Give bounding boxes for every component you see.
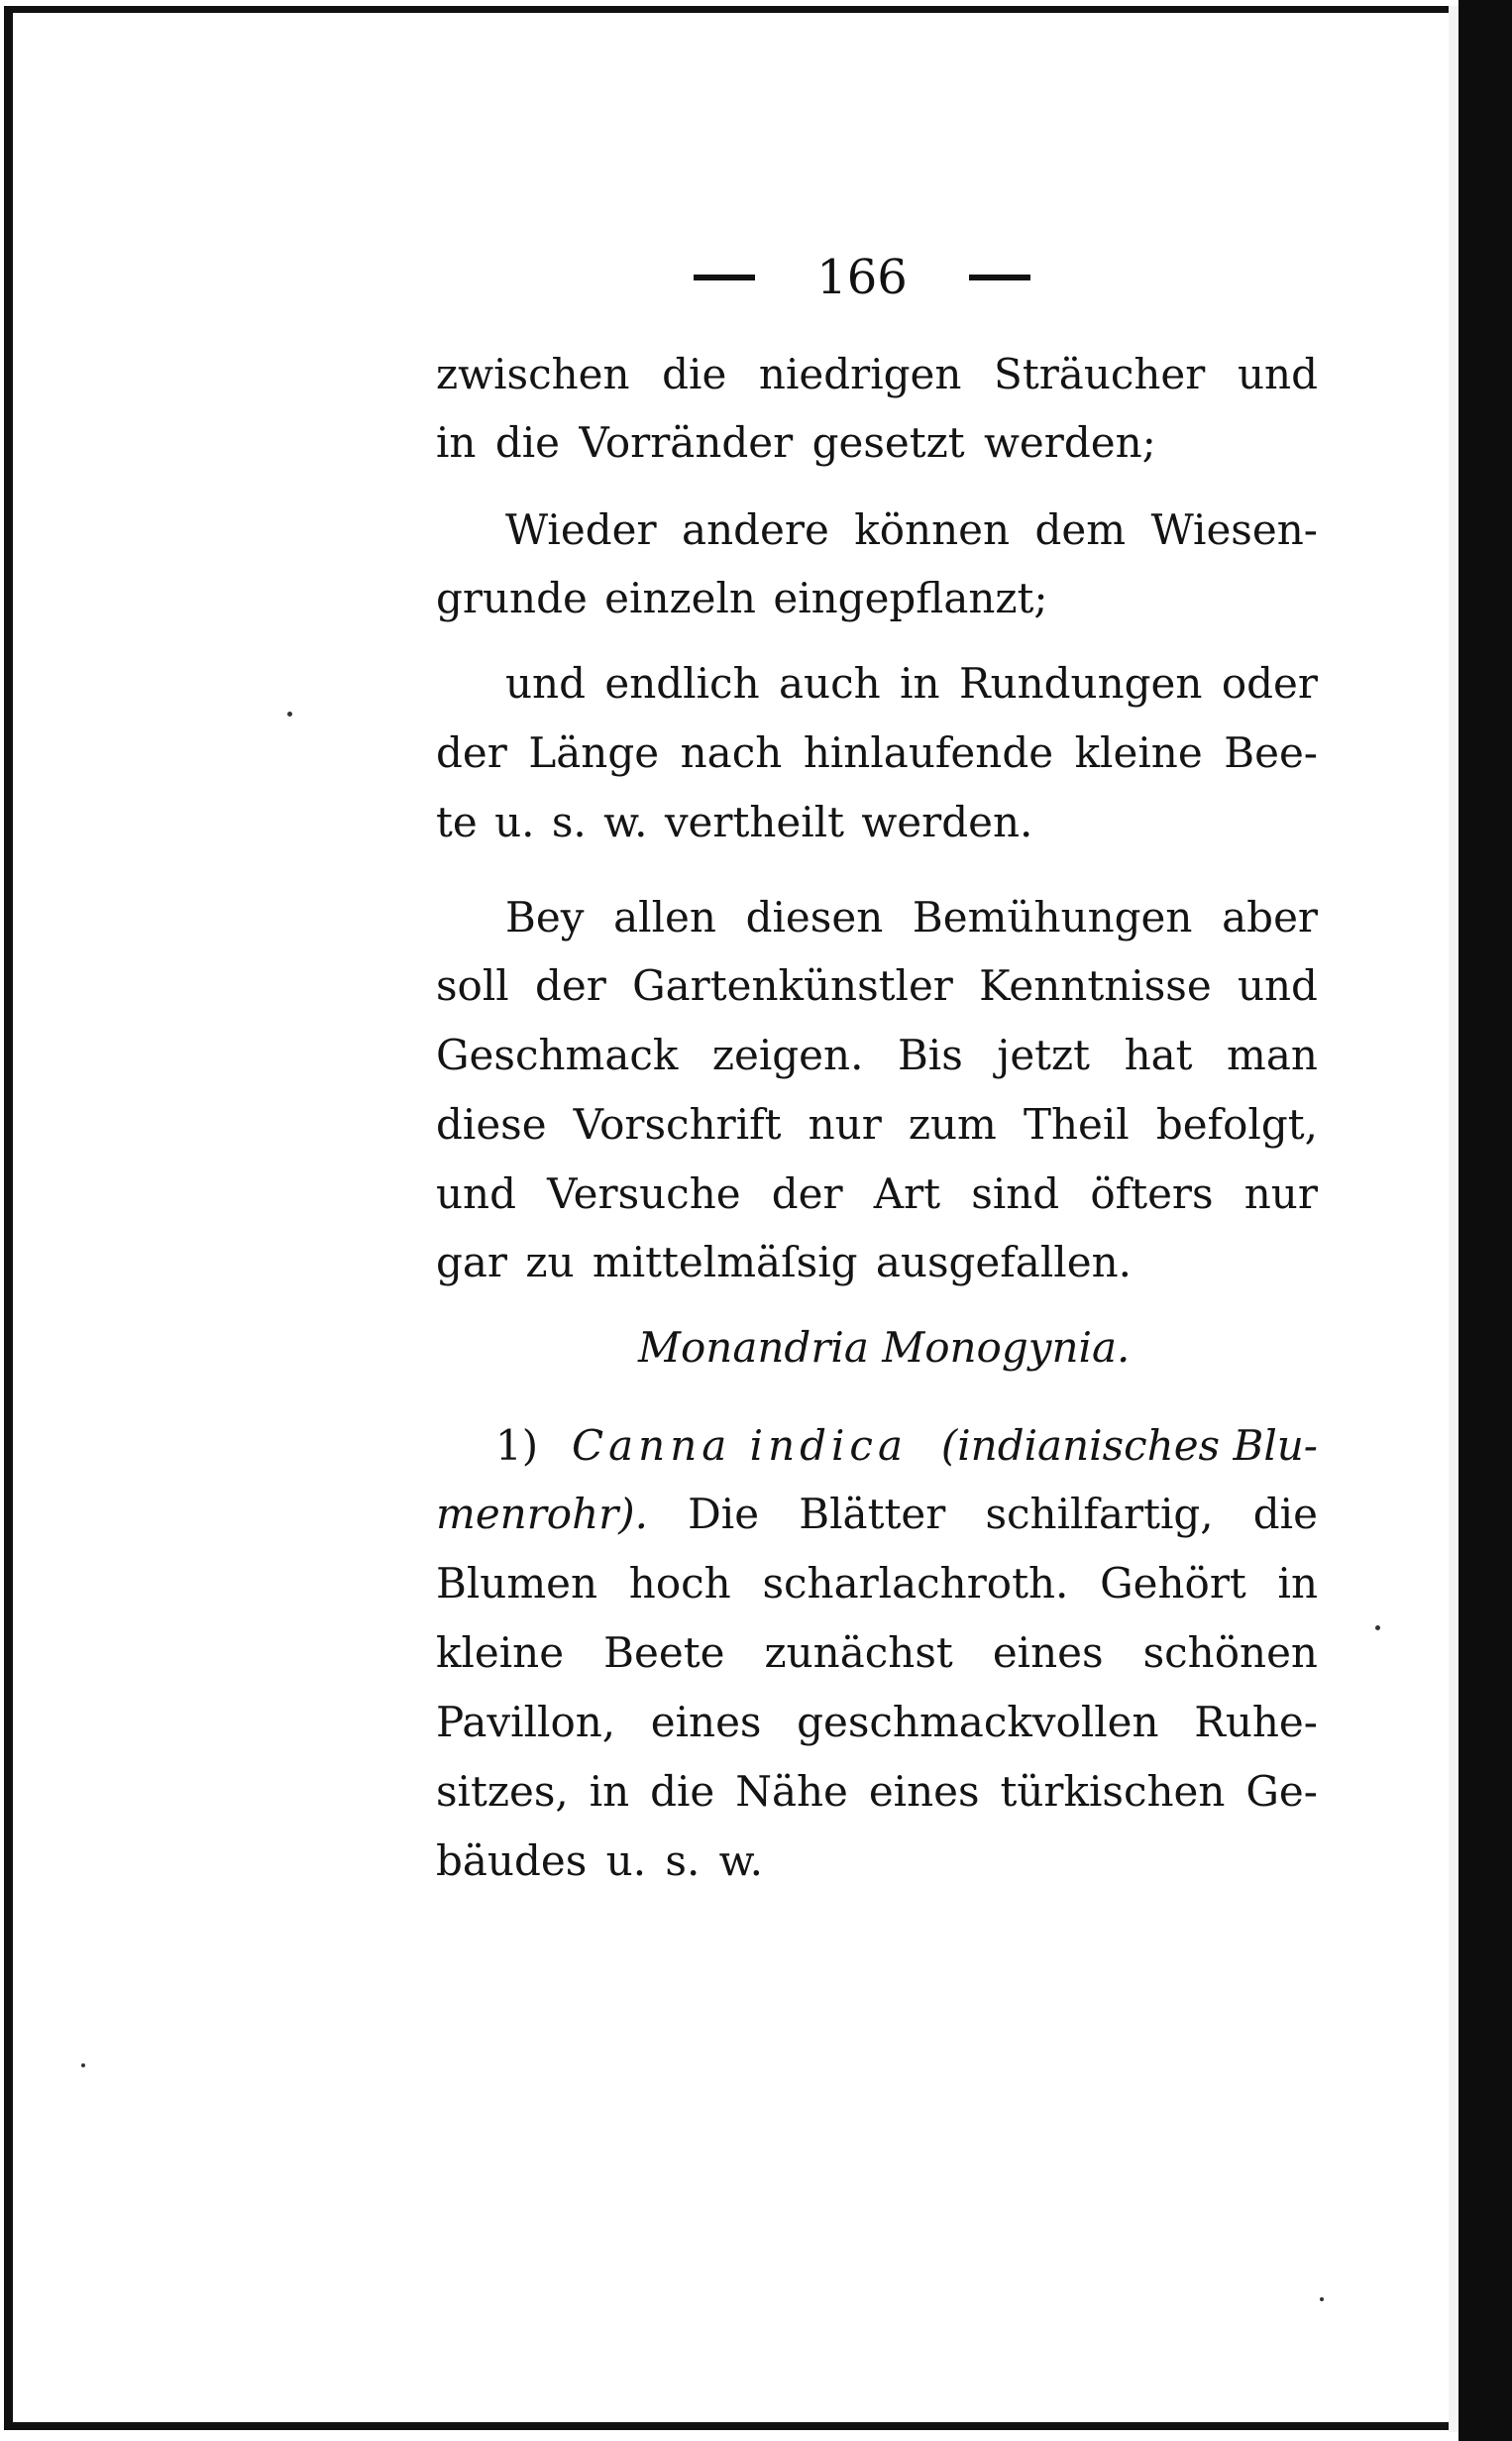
- word: gesetzt: [811, 418, 965, 467]
- word: in: [589, 1767, 630, 1816]
- word: dem: [1034, 505, 1127, 554]
- word: schilfartig,: [985, 1490, 1214, 1538]
- word: und: [1237, 350, 1318, 398]
- word: hoch: [628, 1559, 731, 1608]
- word: sind: [971, 1169, 1060, 1218]
- word: nur: [1243, 1169, 1318, 1218]
- page-edge: [1449, 6, 1458, 2432]
- word: Wieder: [505, 505, 657, 554]
- word: vertheilt: [664, 798, 844, 846]
- word: hinlaufende: [803, 728, 1054, 777]
- word: einzeln: [604, 574, 756, 622]
- text-line: [436, 793, 1318, 852]
- text-line: [436, 345, 1318, 404]
- word: eines: [650, 1698, 762, 1746]
- word: s.: [665, 1836, 701, 1885]
- word: Kenntnisse: [979, 961, 1212, 1010]
- word: Nähe: [735, 1767, 848, 1816]
- word: in: [1277, 1559, 1318, 1608]
- text-line: [436, 956, 1318, 1016]
- word: sitzes,: [436, 1767, 569, 1816]
- word: die: [494, 418, 561, 467]
- word: nur: [808, 1100, 882, 1149]
- text-line: [436, 1554, 1318, 1613]
- word: zwischen: [436, 350, 630, 398]
- word: Blätter: [799, 1490, 946, 1538]
- word: diese: [436, 1100, 547, 1149]
- word: Die: [688, 1490, 760, 1538]
- word: hat: [1124, 1031, 1193, 1079]
- word: Bee-: [1224, 728, 1318, 777]
- word: soll: [436, 961, 509, 1010]
- text-line: [436, 1693, 1318, 1752]
- word: geschmackvollen: [797, 1698, 1159, 1746]
- word: Art: [873, 1169, 941, 1218]
- common-name: (indianisches Blu-: [940, 1421, 1318, 1470]
- word: aber: [1222, 893, 1318, 942]
- scan-speck: [1320, 2297, 1324, 2301]
- word: Ruhe-: [1194, 1698, 1318, 1746]
- text-line: [436, 1485, 1318, 1544]
- dash-left: [694, 275, 755, 280]
- page-number-text: 166: [816, 250, 908, 305]
- text-line: [436, 1165, 1318, 1224]
- word: mittelmäſsig: [592, 1238, 858, 1286]
- word: ausgefallen.: [875, 1238, 1132, 1286]
- word: eines: [992, 1628, 1104, 1677]
- dash-right: [969, 275, 1030, 280]
- scan-speck: [1375, 1625, 1380, 1630]
- word: eingepflanzt;: [773, 574, 1048, 622]
- word: und: [505, 659, 586, 708]
- word: nach: [680, 728, 783, 777]
- word: oder: [1221, 659, 1318, 708]
- word: grunde: [436, 574, 588, 622]
- text-line: [436, 1095, 1318, 1155]
- word: Gehört: [1100, 1559, 1246, 1608]
- word: eines: [868, 1767, 980, 1816]
- word: Pavillon,: [436, 1698, 616, 1746]
- scan-edge-bar: [1458, 0, 1512, 2441]
- text-line: [505, 500, 1318, 560]
- common-name-continued: menrohr).: [436, 1490, 648, 1538]
- word: in: [436, 418, 477, 467]
- word: Theil: [1023, 1100, 1130, 1149]
- word: die: [662, 350, 727, 398]
- word: gar: [436, 1238, 508, 1286]
- word: andere: [682, 505, 829, 554]
- word: der: [534, 961, 606, 1010]
- word: zeigen.: [711, 1031, 864, 1079]
- word: können: [854, 505, 1011, 554]
- word: Gartenkünstler: [632, 961, 953, 1010]
- word: te: [436, 798, 478, 846]
- species-name: Canna indica: [571, 1421, 908, 1470]
- word: und: [436, 1169, 516, 1218]
- word: Versuche: [547, 1169, 741, 1218]
- word: die: [650, 1767, 715, 1816]
- word: auch: [779, 659, 881, 708]
- text-line: [436, 1831, 1318, 1891]
- word: allen: [613, 893, 716, 942]
- word: bäudes: [436, 1836, 588, 1885]
- text-line: [505, 888, 1318, 947]
- text-line: [436, 1623, 1318, 1683]
- text-line: [436, 1026, 1318, 1085]
- word: Ge-: [1245, 1767, 1318, 1816]
- word: Wiesen-: [1150, 505, 1318, 554]
- word: diesen: [745, 893, 884, 942]
- word: Länge: [528, 728, 660, 777]
- text-line: [436, 1762, 1318, 1822]
- word: u.: [605, 1836, 647, 1885]
- word: Blumen: [436, 1559, 598, 1608]
- word: niedrigen: [758, 350, 962, 398]
- word: scharlachroth.: [762, 1559, 1069, 1608]
- word: der: [436, 728, 507, 777]
- word: endlich: [604, 659, 760, 708]
- word: die: [1252, 1490, 1318, 1538]
- word: kleine: [436, 1628, 565, 1677]
- entry-number: 1): [495, 1421, 539, 1470]
- word: zunächst: [764, 1628, 953, 1677]
- word: Geschmack: [436, 1031, 679, 1079]
- word: öfters: [1090, 1169, 1214, 1218]
- word: befolgt,: [1155, 1100, 1318, 1149]
- text-line: [505, 654, 1318, 714]
- word: Sträucher: [994, 350, 1206, 398]
- word: werden.: [861, 798, 1033, 846]
- word: Vorränder: [579, 418, 794, 467]
- word: Bis: [897, 1031, 963, 1079]
- word: in: [900, 659, 940, 708]
- text-line: [436, 1233, 1318, 1292]
- word: man: [1227, 1031, 1318, 1079]
- word: Rundungen: [958, 659, 1203, 708]
- word: werden;: [983, 418, 1156, 467]
- word: kleine: [1074, 728, 1203, 777]
- word: jetzt: [997, 1031, 1091, 1079]
- scan-speck: [81, 2063, 85, 2067]
- text-line: [436, 569, 1318, 628]
- word: der: [771, 1169, 843, 1218]
- word: w.: [718, 1836, 763, 1885]
- word: zum: [908, 1100, 997, 1149]
- text-line: [436, 413, 1318, 473]
- page-number: [694, 243, 1030, 312]
- word: zu: [525, 1238, 575, 1286]
- text-line: [495, 1416, 1318, 1476]
- word: u.: [494, 798, 535, 846]
- word: Beete: [603, 1628, 725, 1677]
- scan-speck: [287, 712, 292, 717]
- word: schönen: [1142, 1628, 1318, 1677]
- word: Vorschrift: [573, 1100, 782, 1149]
- word: türkischen: [1000, 1767, 1226, 1816]
- word: und: [1237, 961, 1318, 1010]
- word: Bey: [505, 893, 585, 942]
- word: s.: [551, 798, 587, 846]
- word: w.: [603, 798, 648, 846]
- section-heading: Monandria Monogynia.: [638, 1323, 1131, 1372]
- word: Bemühungen: [912, 893, 1193, 942]
- text-line: [436, 723, 1318, 783]
